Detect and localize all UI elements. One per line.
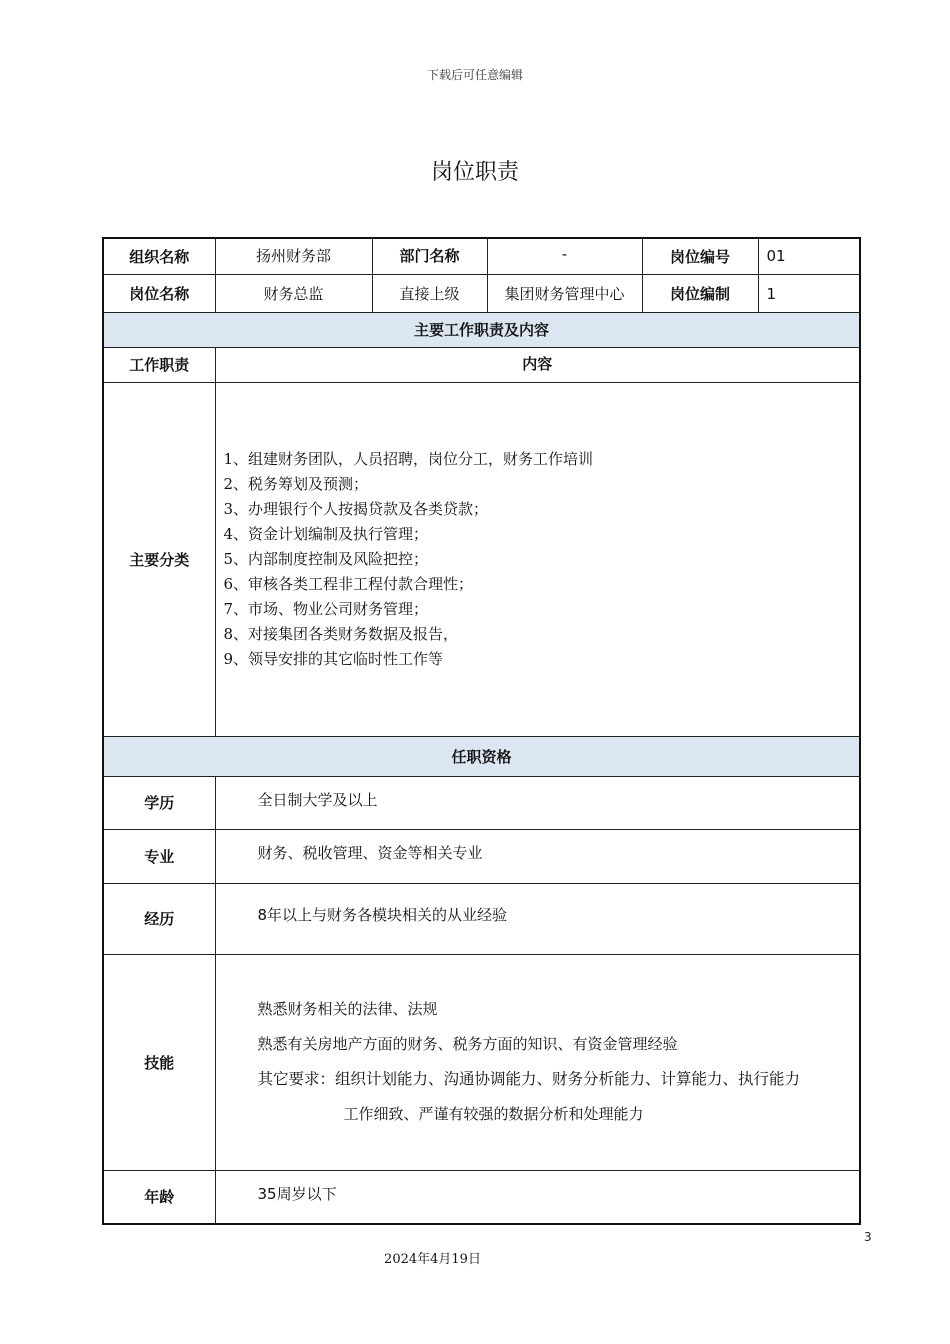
duties-column-header (103, 347, 860, 382)
page-title: 岗位职责 (430, 160, 519, 185)
content-column-label: 内容 (215, 347, 860, 382)
superior-label: 直接上级 (372, 274, 487, 312)
duties-row (103, 382, 860, 736)
footer-date: 2024年4月19日 (384, 1252, 481, 1267)
major-label: 专业 (103, 829, 215, 883)
duty-item: 1、组建财务团队，人员招聘，岗位分工，财务工作培训 (223, 449, 594, 468)
duty-item: 8、对接集团各类财务数据及报告， (223, 624, 459, 643)
info-row-1 (103, 238, 860, 274)
skill-item: 熟悉财务相关的法律、法规 (257, 1000, 438, 1018)
headcount-label: 岗位编制 (642, 274, 758, 312)
superior-value: 集团财务管理中心 (487, 274, 642, 312)
skills-label: 技能 (103, 954, 215, 1170)
age-row (103, 1170, 860, 1224)
skill-item: 工作细致、严谨有较强的数据分析和处理能力 (343, 1105, 644, 1123)
post-name-value: 财务总监 (215, 274, 372, 312)
header-note: 下载后可任意编辑 (426, 68, 523, 82)
experience-value: 8年以上与财务各模块相关的从业经验 (215, 883, 860, 954)
org-label: 组织名称 (103, 238, 215, 274)
post-no-label: 岗位编号 (642, 238, 758, 274)
skills-list (215, 954, 860, 1170)
education-value: 全日制大学及以上 (215, 776, 860, 829)
experience-label: 经历 (103, 883, 215, 954)
page-number: 3 (864, 1230, 872, 1244)
duties-row-label: 主要分类 (103, 382, 215, 736)
job-description-table (102, 237, 859, 1225)
duty-item: 2、税务筹划及预测； (223, 474, 369, 493)
duty-column-label: 工作职责 (103, 347, 215, 382)
duty-item: 9、领导安排的其它临时性工作等 (223, 649, 444, 668)
duties-section-header (103, 312, 860, 347)
duty-item: 7、市场、物业公司财务管理； (223, 599, 429, 618)
duty-item: 4、资金计划编制及执行管理； (223, 524, 429, 543)
org-value: 扬州财务部 (215, 238, 372, 274)
skill-item: 熟悉有关房地产方面的财务、税务方面的知识、有资金管理经验 (257, 1035, 678, 1053)
info-row-2 (103, 274, 860, 312)
post-no-value: 01 (758, 238, 860, 274)
education-row (103, 776, 860, 829)
qualification-section-title: 任职资格 (103, 736, 860, 776)
headcount-value: 1 (758, 274, 860, 312)
education-label: 学历 (103, 776, 215, 829)
duties-section-title: 主要工作职责及内容 (103, 312, 860, 347)
age-label: 年龄 (103, 1170, 215, 1224)
duties-list (215, 382, 860, 736)
experience-row (103, 883, 860, 954)
duty-item: 3、办理银行个人按揭贷款及各类贷款； (223, 499, 489, 518)
dept-value: - (487, 238, 642, 274)
skills-row (103, 954, 860, 1170)
age-value: 35周岁以下 (215, 1170, 860, 1224)
major-value: 财务、税收管理、资金等相关专业 (215, 829, 860, 883)
skill-item: 其它要求：组织计划能力、沟通协调能力、财务分析能力、计算能力、执行能力 (257, 1070, 801, 1088)
qualification-section-header (103, 736, 860, 776)
duty-item: 5、内部制度控制及风险把控； (223, 549, 429, 568)
post-name-label: 岗位名称 (103, 274, 215, 312)
duty-item: 6、审核各类工程非工程付款合理性； (223, 574, 474, 593)
dept-label: 部门名称 (372, 238, 487, 274)
major-row (103, 829, 860, 883)
